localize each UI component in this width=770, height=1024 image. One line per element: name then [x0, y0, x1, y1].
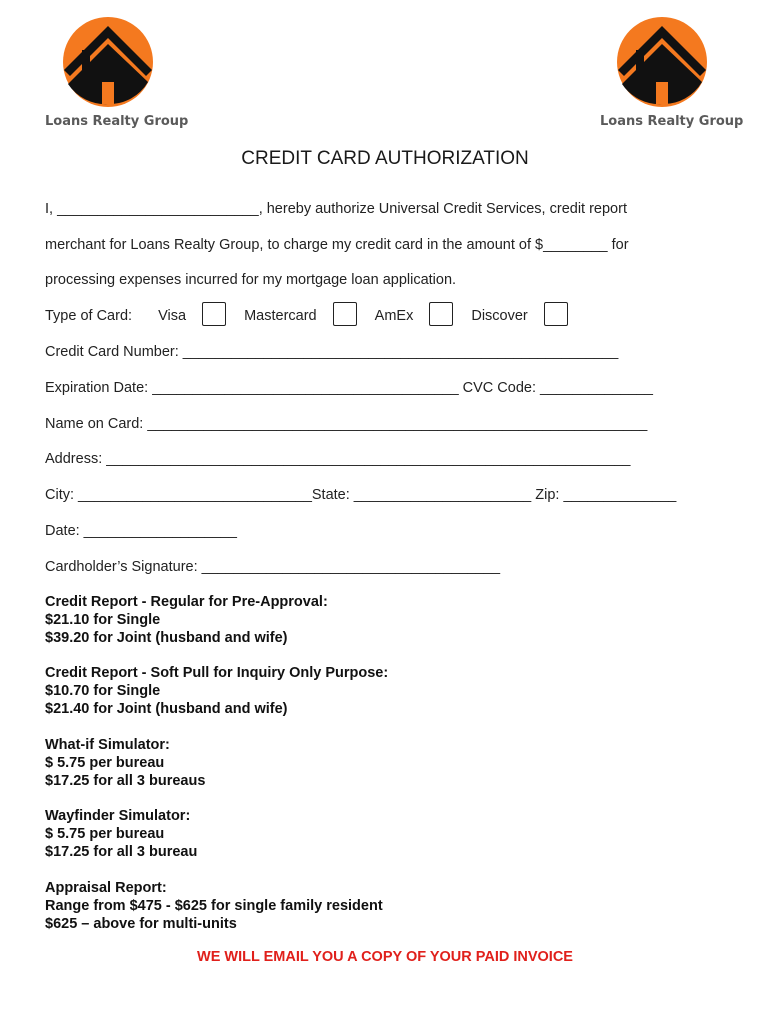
- address-field[interactable]: Address: _________________________________________________________________: [45, 451, 631, 467]
- card-option-mastercard-label: Mastercard: [244, 307, 317, 324]
- pricing-heading: Appraisal Report:: [45, 880, 167, 896]
- pricing-block-regular: [45, 593, 328, 647]
- visa-checkbox[interactable]: [202, 302, 226, 326]
- pricing-heading: What-if Simulator:: [45, 737, 170, 753]
- card-number-field[interactable]: Credit Card Number: ______________________________________________________: [45, 344, 619, 360]
- pricing-block-what-if: [45, 736, 205, 790]
- house-logo-icon: [616, 12, 708, 108]
- card-option-discover-label: Discover: [471, 307, 528, 324]
- card-option-amex-label: AmEx: [374, 307, 414, 324]
- authorization-line-2: merchant for Loans Realty Group, to charge my credit card in the amount of $________ for: [45, 237, 629, 253]
- house-logo-icon: [62, 12, 154, 108]
- pricing-heading: Credit Report - Soft Pull for Inquiry Only Purpose:: [45, 665, 389, 681]
- pricing-line: $39.20 for Joint (husband and wife): [45, 630, 288, 646]
- card-type-label: Type of Card:: [45, 307, 133, 324]
- card-option-visa-label: Visa: [158, 307, 187, 324]
- pricing-line: $21.40 for Joint (husband and wife): [45, 701, 288, 717]
- pricing-line: $17.25 for all 3 bureau: [45, 844, 198, 860]
- pricing-line: Range from $475 - $625 for single family resident: [45, 898, 383, 914]
- pricing-block-wayfinder: [45, 807, 197, 861]
- invoice-email-notice: WE WILL EMAIL YOU A COPY OF YOUR PAID INVOICE: [197, 949, 573, 965]
- pricing-block-appraisal: [45, 879, 383, 933]
- logo-wordmark: Loans Realty Group: [600, 114, 744, 129]
- date-field[interactable]: Date: ___________________: [45, 523, 237, 539]
- pricing-line: $17.25 for all 3 bureaus: [45, 773, 206, 789]
- authorization-line-1: I, _________________________, hereby authorize Universal Credit Services, credit report: [45, 201, 627, 217]
- pricing-line: $10.70 for Single: [45, 683, 161, 699]
- expiration-cvc-field[interactable]: Expiration Date: ______________________________________ CVC Code: ______________: [45, 380, 653, 396]
- mastercard-checkbox[interactable]: [333, 302, 357, 326]
- authorization-line-3: processing expenses incurred for my mortgage loan application.: [45, 272, 457, 288]
- pricing-line: $625 – above for multi-units: [45, 916, 237, 932]
- card-type-row: [45, 304, 586, 328]
- name-on-card-field[interactable]: Name on Card: ______________________________________________________________: [45, 416, 648, 432]
- company-logo-left: [40, 12, 189, 132]
- pricing-line: $ 5.75 per bureau: [45, 755, 165, 771]
- amex-checkbox[interactable]: [429, 302, 453, 326]
- discover-checkbox[interactable]: [544, 302, 568, 326]
- page-title: CREDIT CARD AUTHORIZATION: [241, 148, 529, 169]
- pricing-heading: Wayfinder Simulator:: [45, 808, 191, 824]
- logo-wordmark: Loans Realty Group: [45, 114, 189, 129]
- pricing-line: $ 5.75 per bureau: [45, 826, 165, 842]
- pricing-heading: Credit Report - Regular for Pre-Approval:: [45, 594, 328, 610]
- signature-field[interactable]: Cardholder’s Signature: _____________________________________: [45, 559, 501, 575]
- pricing-block-soft-pull: [45, 664, 388, 718]
- pricing-line: $21.10 for Single: [45, 612, 161, 628]
- city-state-zip-field[interactable]: City: _____________________________State: ______________________ Zip: ______________: [45, 487, 677, 503]
- company-logo-right: [594, 12, 744, 132]
